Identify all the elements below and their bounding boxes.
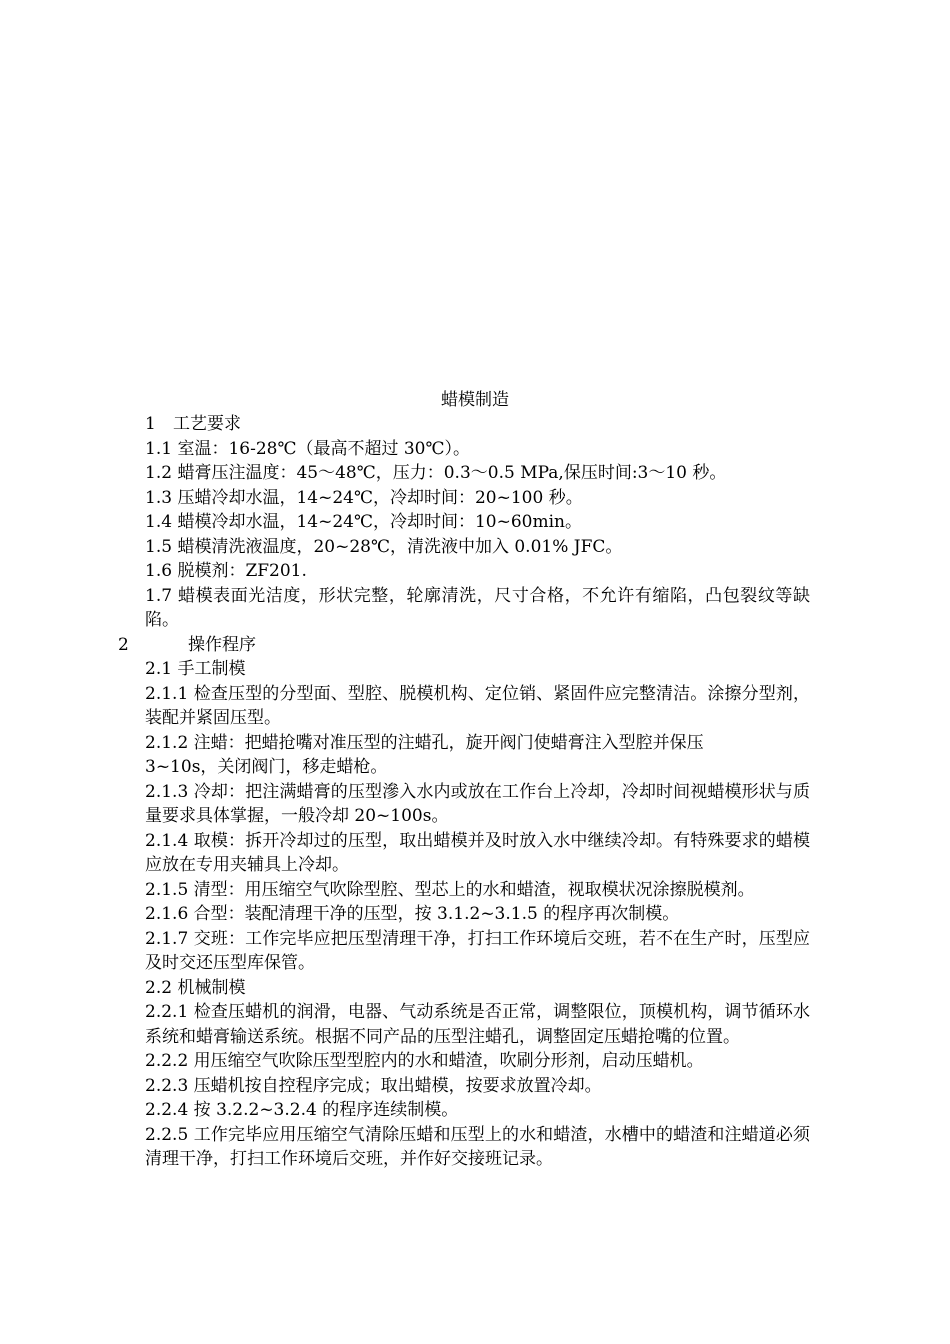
section-number: 2	[118, 634, 129, 655]
paragraph: 2.1.6 合型：装配清理干净的压型，按 3.1.2~3.1.5 的程序再次制模。	[145, 904, 680, 924]
paragraph: 2.1.4 取模：拆开冷却过的压型，取出蜡模并及时放入水中继续冷却。有特殊要求的蜡模应放在专用夹辅具上冷却。	[145, 830, 810, 875]
section-1-heading	[145, 412, 810, 437]
paragraph: 1.2 蜡膏压注温度：45～48℃，压力：0.3～0.5 MPa,保压时间:3～10 秒。	[145, 463, 727, 483]
paragraph: 2.1.2 注蜡：把蜡抢嘴对准压型的注蜡孔，旋开阀门使蜡膏注入型腔并保压	[145, 732, 704, 753]
section-2-heading	[118, 633, 810, 658]
paragraph: 2.2.1 检查压蜡机的润滑，电器、气动系统是否正常，调整限位，顶模机构，调节循环水系统和蜡膏输送系统。根据不同产品的压型注蜡孔，调整固定压蜡抢嘴的位置。	[145, 1002, 810, 1047]
paragraph: 1.7 蜡模表面光洁度，形状完整，轮廓清洗，尺寸合格，不允许有缩陷，凸包裂纹等缺陷。	[145, 585, 810, 630]
section-number: 1	[145, 414, 156, 434]
document-title: 蜡模制造	[441, 390, 509, 410]
paragraph: 1.5 蜡模清洗液温度，20~28℃，清洗液中加入 0.01% JFC。	[145, 536, 623, 557]
paragraph: 3~10s，关闭阀门，移走蜡枪。	[145, 757, 388, 777]
subsection-heading: 2.2 机械制模	[145, 977, 246, 998]
paragraph: 2.1.3 冷却：把注满蜡膏的压型滲入水内或放在工作台上冷却，冷却时间视蜡模形状与质量要求具体掌握，一般冷却 20~100s。	[145, 781, 810, 826]
paragraph: 2.2.3 压蜡机按自控程序完成；取出蜡模，按要求放置冷却。	[145, 1075, 602, 1096]
section-title: 工艺要求	[173, 414, 241, 434]
paragraph: 1.1 室温：16-28℃（最高不超过 30℃）。	[145, 438, 471, 459]
paragraph: 2.1.7 交班：工作完毕应把压型清理干净，打扫工作环境后交班，若不在生产时，压型应及时交还压型库保管。	[145, 928, 810, 973]
paragraph: 1.6 脱模剂：ZF201.	[145, 561, 307, 581]
paragraph: 1.3 压蜡冷却水温，14~24℃，冷却时间：20~100 秒。	[145, 487, 583, 508]
subsection-heading: 2.1 手工制模	[145, 659, 246, 679]
paragraph: 2.1.5 清型：用压缩空气吹除型腔、型芯上的水和蜡渣，视取模状况涂擦脱模剂。	[145, 879, 755, 900]
document-body	[118, 412, 810, 1172]
paragraph: 2.2.4 按 3.2.2~3.2.4 的程序连续制模。	[145, 1100, 459, 1120]
paragraph: 1.4 蜡模冷却水温，14~24℃，冷却时间：10~60min。	[145, 512, 582, 532]
paragraph: 2.2.5 工作完毕应用压缩空气清除压蜡和压型上的水和蜡渣，水槽中的蜡渣和注蜡道必须清理干净，打扫工作环境后交班，并作好交接班记录。	[145, 1124, 810, 1169]
paragraph: 2.2.2 用压缩空气吹除压型型腔内的水和蜡渣，吹刷分形剂，启动压蜡机。	[145, 1051, 704, 1071]
paragraph: 2.1.1 检查压型的分型面、型腔、脱模机构、定位销、紧固件应完整清洁。涂擦分型剂，装配并紧固压型。	[145, 683, 810, 728]
section-title: 操作程序	[188, 634, 256, 655]
